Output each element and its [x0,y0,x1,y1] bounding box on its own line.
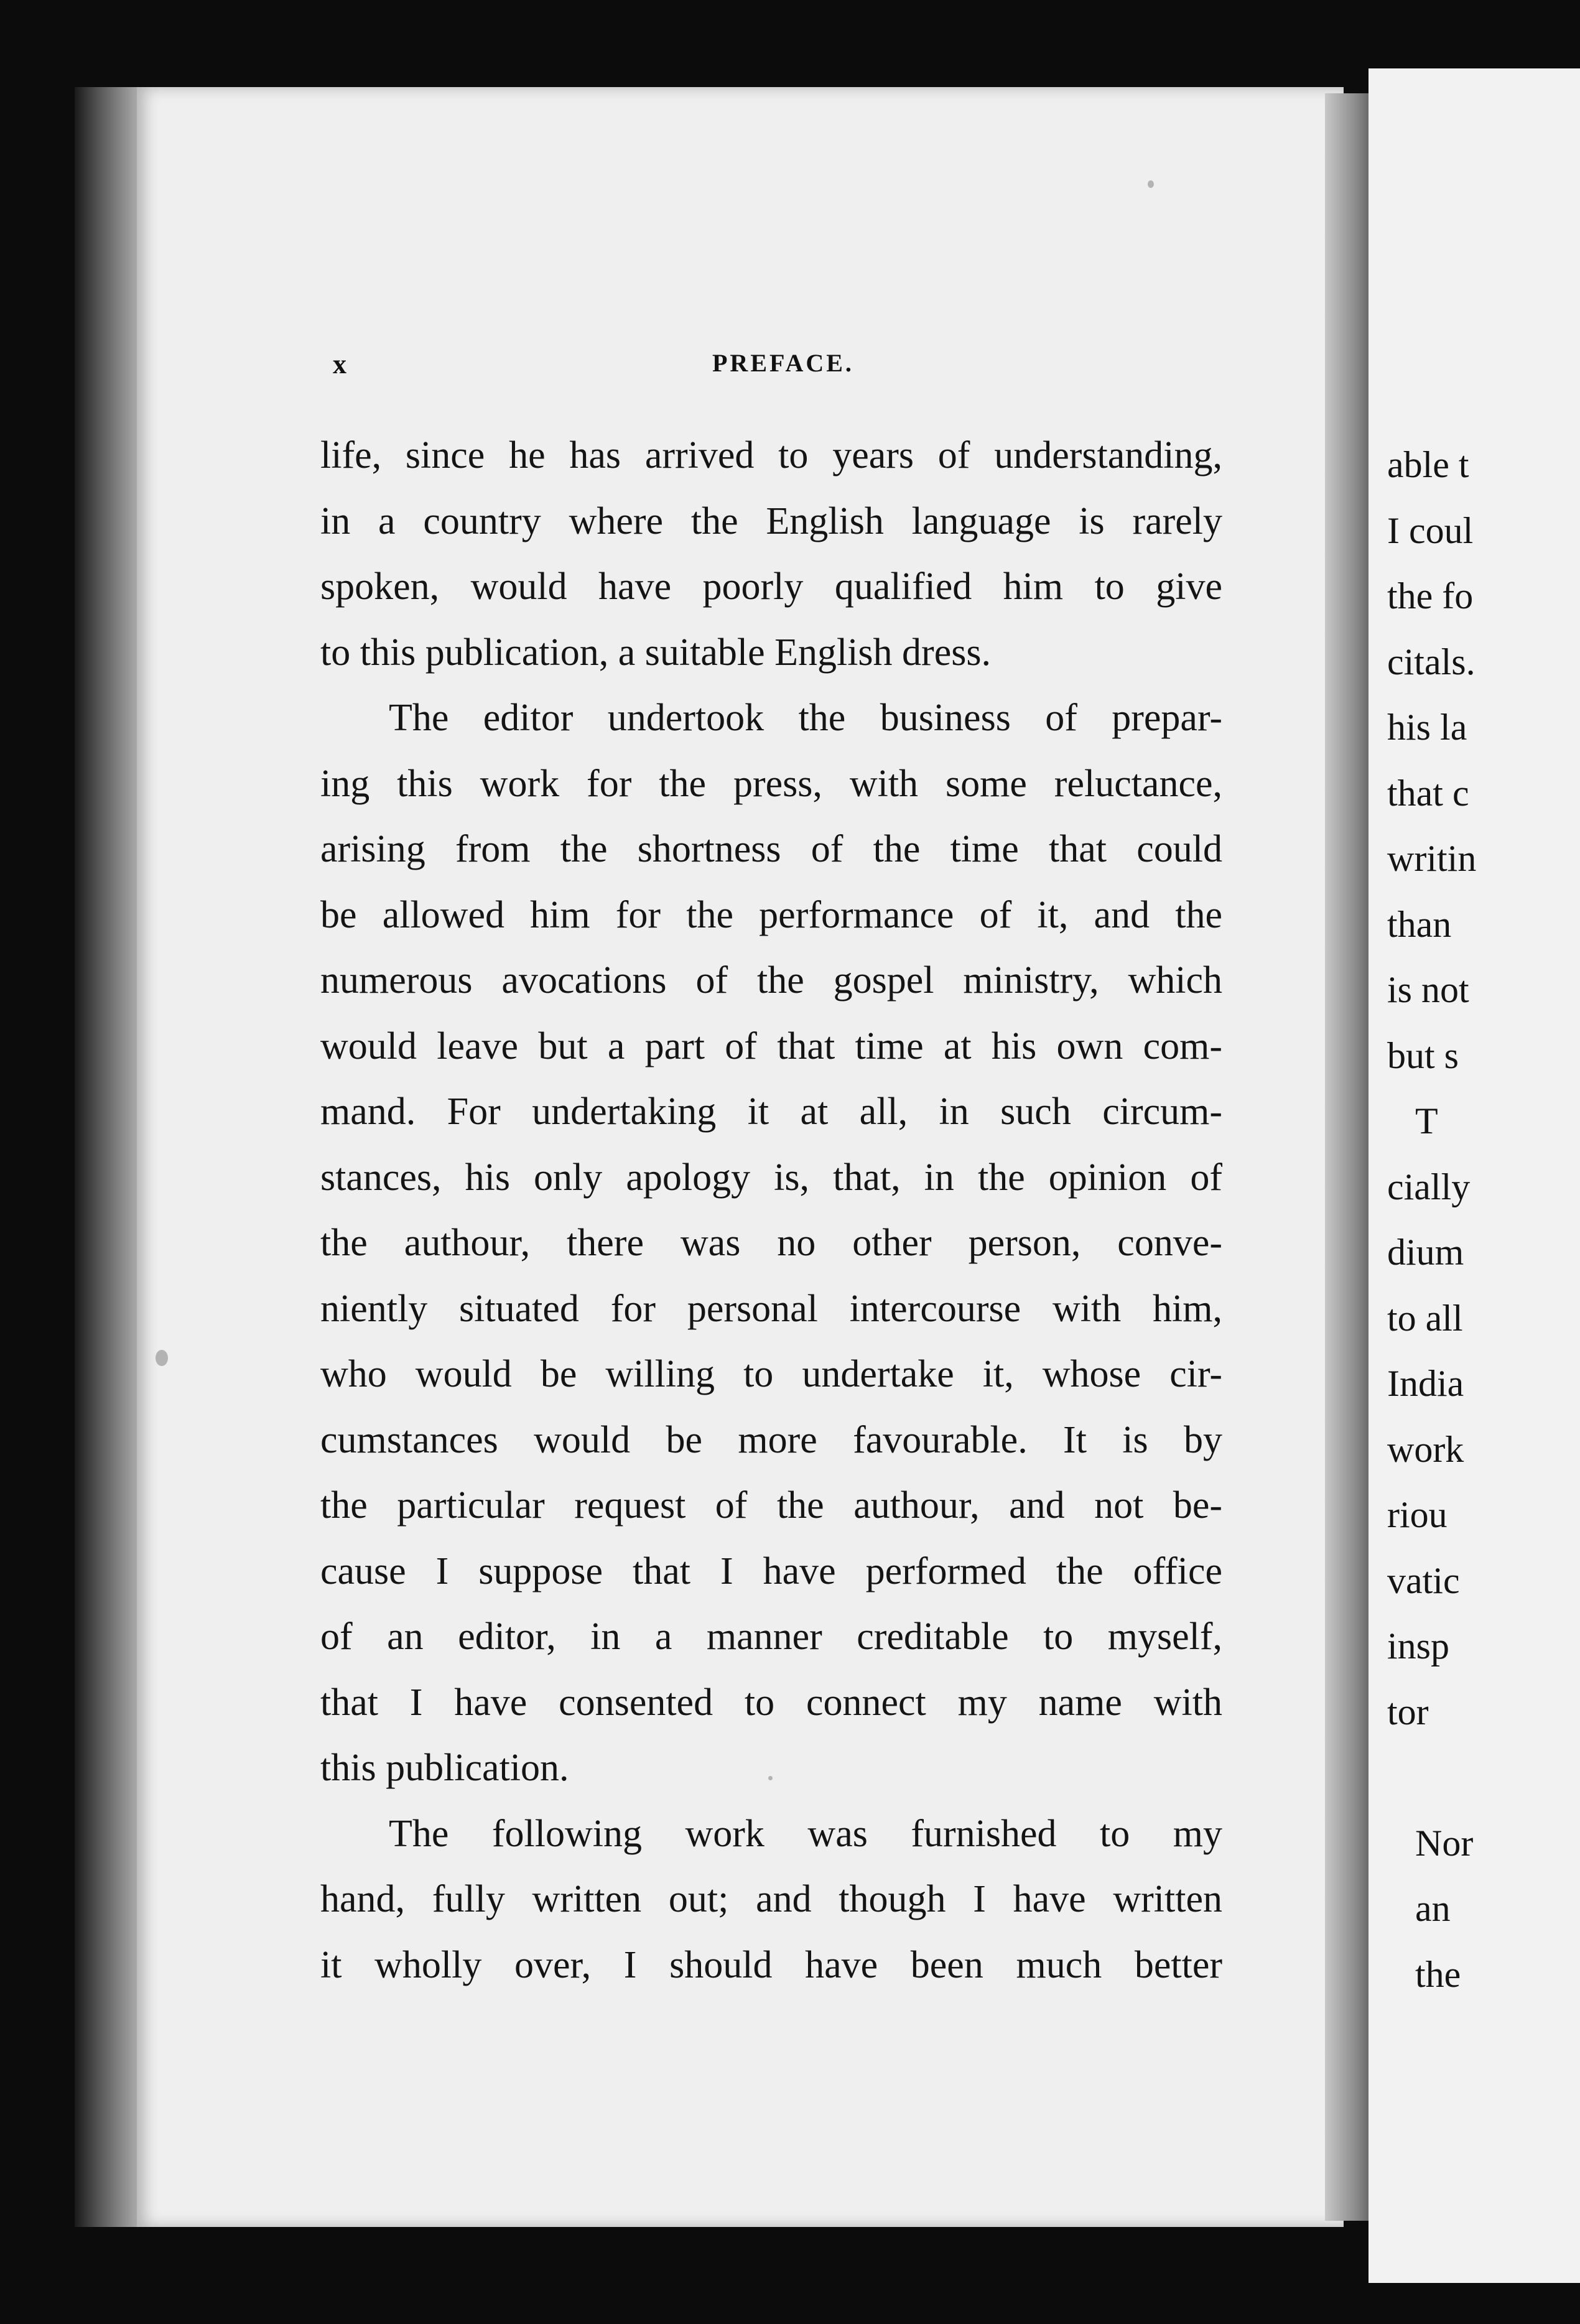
right-page-line: T [1415,1100,1438,1141]
text-line: stances, his only apology is, that, in the opinion of [320,1156,1222,1199]
text-line: who would be willing to undertake it, whose cir- [320,1353,1222,1395]
paper-speck [768,1776,773,1780]
text-line: be allowed him for the performance of it, and the [320,893,1222,936]
text-line: to this publication, a suitable English dress. [320,631,991,674]
text-line: it wholly over, I should have been much better [320,1943,1222,1986]
text-line: of an editor, in a manner creditable to myself, [320,1615,1222,1658]
text-line: would leave but a part of that time at his own com- [320,1025,1222,1067]
text-line: ing this work for the press, with some reluctance, [320,762,1222,805]
right-page-line: vatic [1387,1559,1460,1601]
text-line: mand. For undertaking it at all, in such circum- [320,1090,1222,1133]
page-number: x [333,349,346,379]
text-line: this publication. [320,1747,569,1789]
text-line: The following work was furnished to my [389,1812,1222,1855]
text-line: numerous avocations of the gospel ministry, which [320,959,1222,1002]
right-page-line: the fo [1387,575,1474,616]
text-line: the particular request of the authour, and not be- [320,1484,1222,1527]
text-line: spoken, would have poorly qualified him to give [320,565,1222,608]
right-page-line: an [1415,1888,1451,1929]
text-line: The editor undertook the business of prepar- [389,697,1222,739]
right-page-line: than [1387,903,1452,945]
right-page-line: his la [1387,707,1467,748]
right-page-line: I coul [1387,509,1474,551]
right-page [1369,68,1580,2283]
right-page-line: citals. [1387,641,1475,682]
running-head-title: PREFACE. [712,349,854,377]
right-page-line: is not [1387,969,1469,1010]
text-line: cause I suppose that I have performed the office [320,1550,1222,1592]
right-page-line: riou [1387,1494,1448,1535]
text-line: arising from the shortness of the time that could [320,828,1222,870]
right-page-line: to all [1387,1297,1463,1339]
text-line: in a country where the English language is rarely [320,500,1222,542]
preface-body-text [320,423,1222,1998]
right-page-line: tor [1387,1691,1429,1732]
right-page-line: cially [1387,1166,1471,1207]
right-page-line: able t [1387,444,1469,485]
book-binding [75,87,143,2227]
right-page-line: writin [1387,838,1477,879]
paper-speck [1148,180,1154,188]
right-page-line: India [1387,1363,1464,1404]
text-line: hand, fully written out; and though I have written [320,1878,1222,1920]
text-line: life, since he has arrived to years of understanding, [320,434,1222,476]
right-page-line [1387,1745,1580,1811]
right-page-line: insp [1387,1625,1450,1666]
right-page-line: that c [1387,772,1469,814]
text-line: that I have consented to connect my name with [320,1681,1222,1724]
right-page-line: work [1387,1428,1464,1470]
right-page-text [1387,432,1580,2007]
right-page-line: Nor [1415,1822,1474,1864]
paper-speck [156,1350,168,1366]
right-page-line: the [1415,1953,1461,1995]
right-page-line: but s [1387,1034,1459,1076]
right-page-line: dium [1387,1232,1464,1273]
running-head [333,348,1241,392]
text-line: niently situated for personal intercourse with him, [320,1287,1222,1330]
text-line: the authour, there was no other person, conve- [320,1222,1222,1264]
text-line: cumstances would be more favourable. It is by [320,1418,1222,1461]
